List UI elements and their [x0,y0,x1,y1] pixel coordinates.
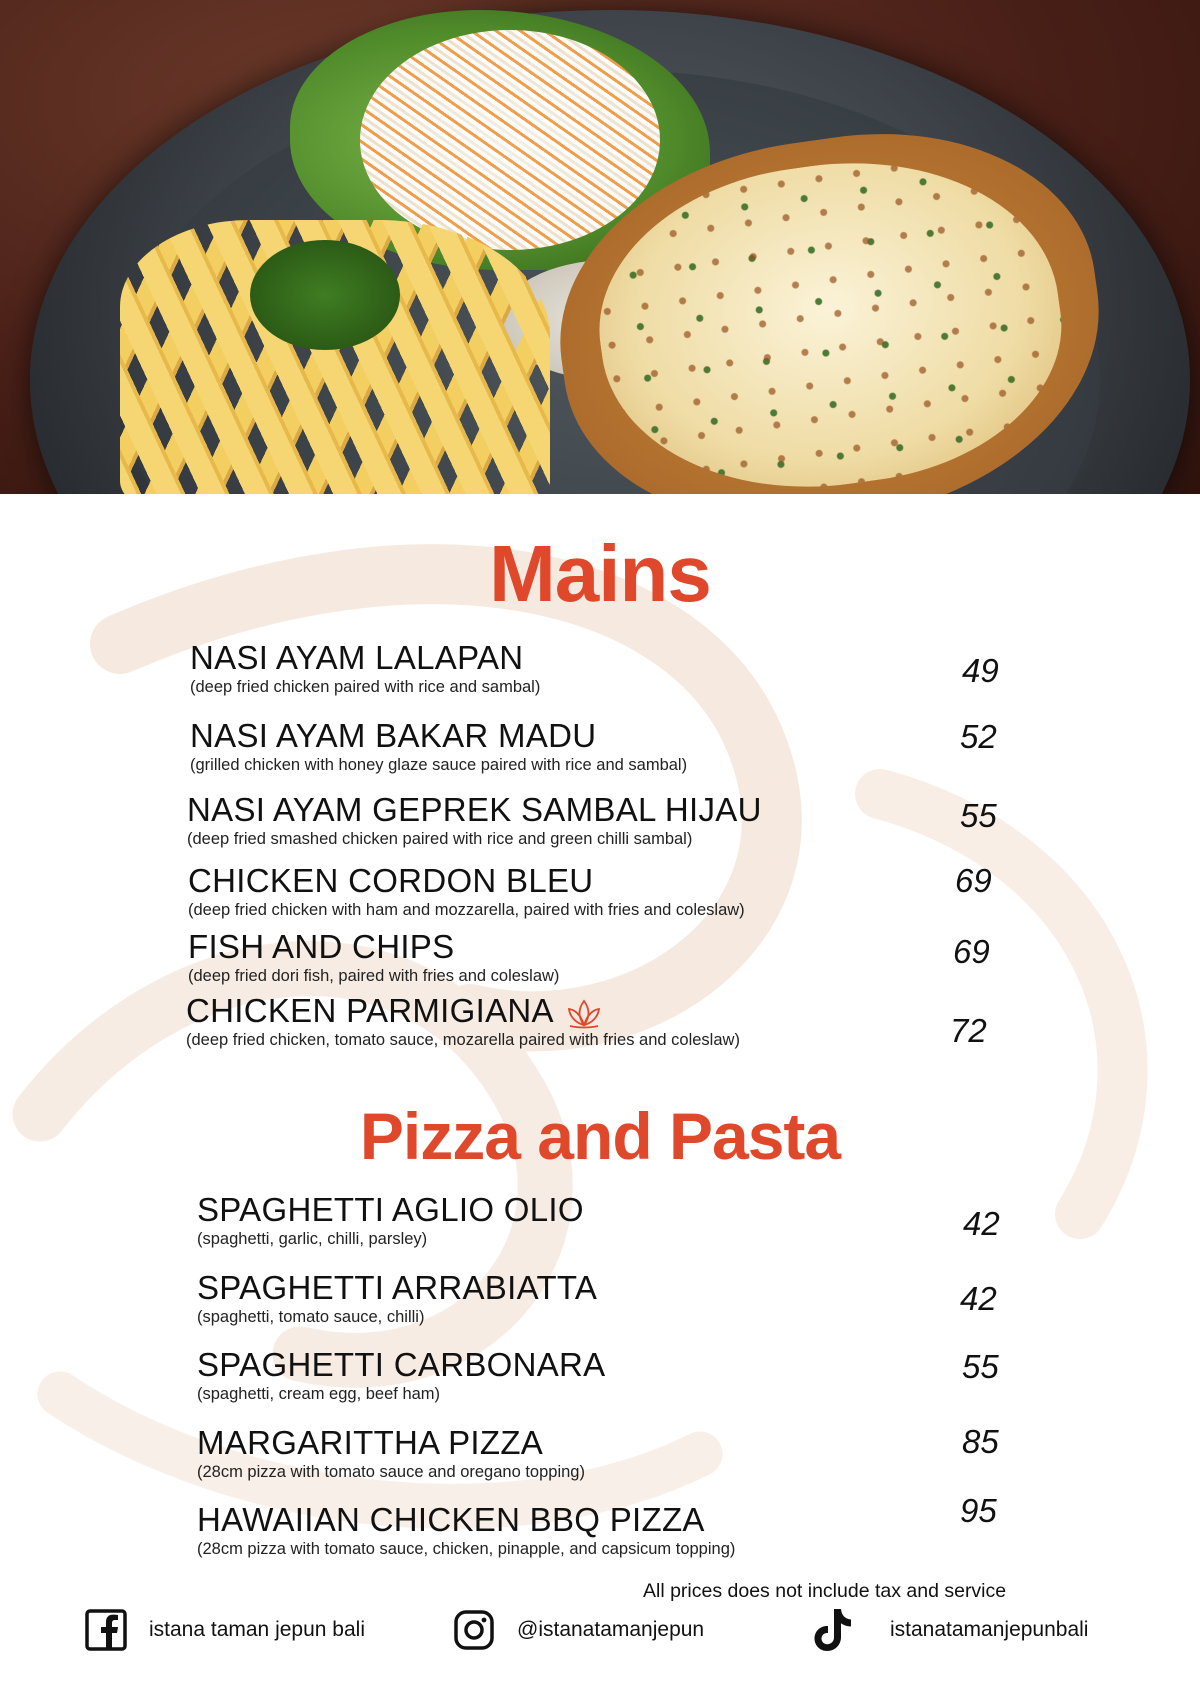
social-facebook[interactable] [85,1605,365,1655]
menu-item-price: 55 [962,1348,999,1385]
menu-item-desc: (deep fried chicken with ham and mozzarella, paired with fries and coleslaw) [188,901,745,919]
menu-item-name [186,993,740,1029]
menu-item-desc: (deep fried dori fish, paired with fries and coleslaw) [188,967,560,985]
menu-item-name: NASI AYAM LALAPAN [190,639,524,676]
menu-item-price: 52 [960,718,997,755]
coleslaw [360,30,660,250]
menu-item-price: 69 [955,862,992,899]
menu-item-price: 72 [950,1012,987,1049]
lotus-icon [564,997,604,1029]
menu-item-price: 69 [953,933,990,970]
menu-item-desc: (28cm pizza with tomato sauce, chicken, pinapple, and capsicum topping) [197,1540,736,1558]
facebook-icon[interactable] [85,1609,127,1651]
menu-item-price: 49 [962,652,999,689]
menu-item-name: SPAGHETTI ARRABIATTA [197,1269,598,1306]
menu-item-price: 55 [960,797,997,834]
menu-item [190,640,540,697]
menu-item-price: 42 [963,1205,1000,1242]
menu-item [197,1347,605,1404]
menu-item-name: HAWAIIAN CHICKEN BBQ PIZZA [197,1501,705,1538]
instagram-icon[interactable] [453,1609,495,1651]
menu-item [188,863,745,920]
menu-item [197,1425,585,1482]
menu-item-desc: (spaghetti, cream egg, beef ham) [197,1385,441,1403]
menu-item-price: 95 [960,1492,997,1529]
menu-item-name: SPAGHETTI AGLIO OLIO [197,1191,584,1228]
menu-item-desc: (grilled chicken with honey glaze sauce paired with rice and sambal) [190,756,688,774]
menu-item-desc: (spaghetti, tomato sauce, chilli) [197,1308,425,1326]
menu-item-name: CHICKEN CORDON BLEU [188,862,594,899]
social-instagram[interactable] [453,1605,704,1655]
price-note: All prices does not include tax and service [643,1580,1007,1602]
instagram-handle[interactable]: @istanatamanjepun [517,1618,705,1641]
menu-item [197,1502,735,1559]
menu-item-name: NASI AYAM BAKAR MADU [190,717,597,754]
menu-item-name: FISH AND CHIPS [188,928,455,965]
tiktok-icon[interactable] [812,1607,854,1653]
menu-item [186,993,740,1050]
section-title-mains: Mains [489,529,711,618]
menu-item-desc: (28cm pizza with tomato sauce and oregano topping) [197,1463,585,1481]
menu-item-name-text: CHICKEN PARMIGIANA [186,992,554,1029]
facebook-handle[interactable]: istana taman jepun bali [149,1618,365,1641]
menu-item-name: NASI AYAM GEPREK SAMBAL HIJAU [187,791,762,828]
menu-item-name: MARGARITTHA PIZZA [197,1424,544,1461]
menu-item-name: SPAGHETTI CARBONARA [197,1346,606,1383]
menu-item-desc: (deep fried smashed chicken paired with rice and green chilli sambal) [187,830,693,848]
menu-item-price: 85 [962,1423,999,1460]
tiktok-handle[interactable]: istanatamanjepunbali [890,1618,1089,1641]
menu-item [197,1270,597,1327]
section-title-pizza-pasta: Pizza and Pasta [359,1099,841,1173]
menu-item-desc: (deep fried chicken, tomato sauce, mozarella paired with fries and coleslaw) [186,1031,740,1050]
menu-item [188,929,559,986]
menu-item [197,1192,584,1249]
social-tiktok[interactable] [812,1605,1088,1655]
menu-item [190,718,687,775]
menu-item-desc: (deep fried chicken paired with rice and sambal) [190,678,541,696]
hero-food-photo [0,0,1200,494]
menu-item-price: 42 [960,1280,997,1317]
parsley-garnish [250,240,400,350]
menu-item [187,792,762,849]
menu-item-desc: (spaghetti, garlic, chilli, parsley) [197,1230,428,1248]
